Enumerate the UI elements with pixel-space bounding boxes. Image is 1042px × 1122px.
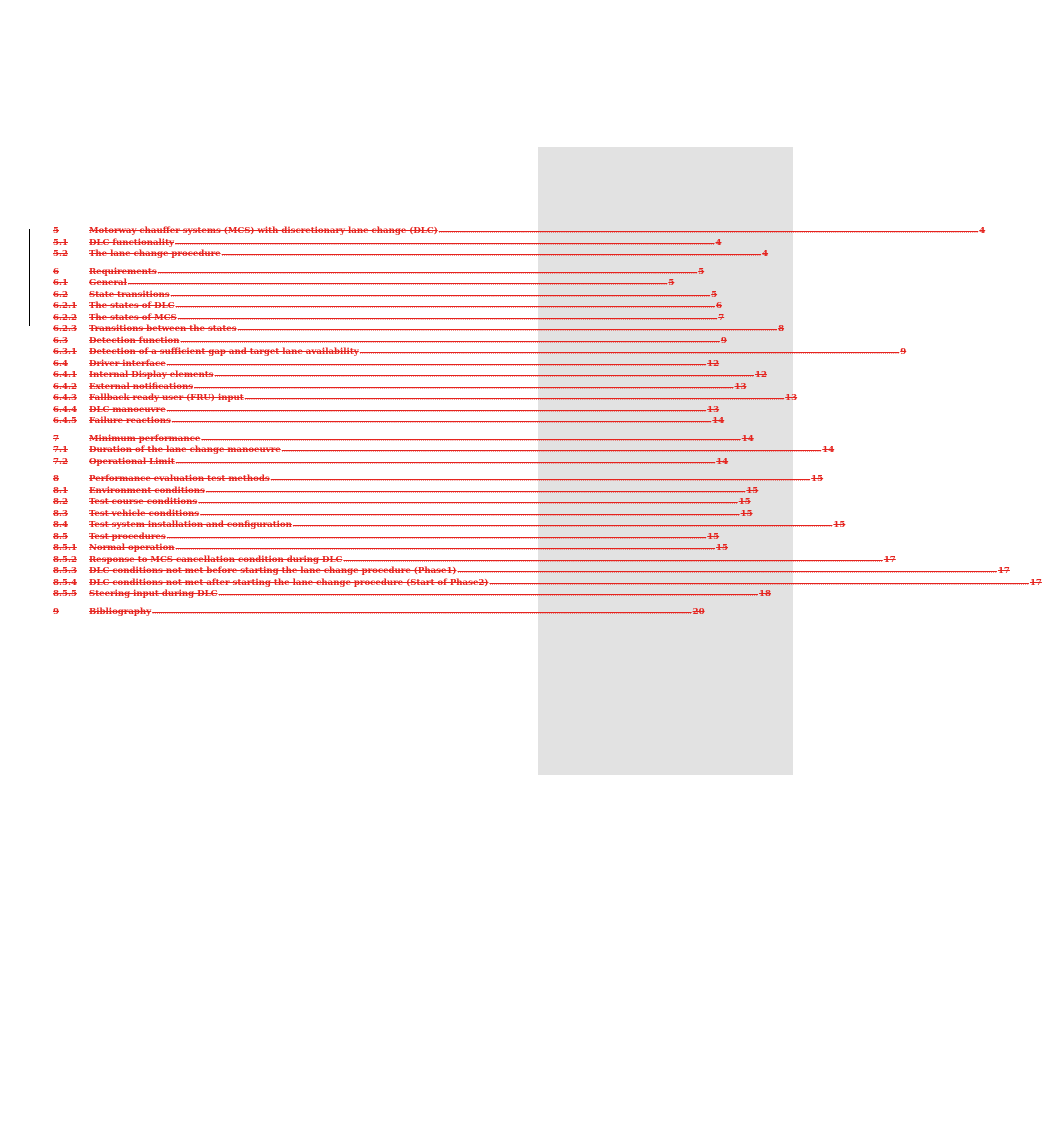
toc-entry[interactable] — [53, 324, 785, 336]
toc-entry-number: 6.4.5 — [53, 416, 77, 426]
toc-entry-number: 5.1 — [53, 237, 68, 248]
toc-entry[interactable] — [53, 381, 747, 394]
toc-entry-title: Test course conditions — [89, 497, 198, 507]
toc-entry[interactable] — [53, 497, 751, 509]
toc-entry[interactable] — [53, 335, 727, 348]
toc-entry-number: 6.4 — [53, 358, 68, 369]
toc-entry-title: DLC functionality — [89, 237, 175, 248]
toc-entry[interactable] — [53, 347, 907, 359]
toc-entry-page: 15 — [707, 531, 720, 542]
toc-leader-dots — [152, 607, 691, 619]
toc-leader-dots — [201, 434, 740, 446]
toc-entry-title: Transitions between the states — [89, 324, 237, 334]
toc-entry[interactable] — [53, 531, 720, 544]
toc-entry-title: The states of DLC — [89, 301, 175, 311]
toc-entry[interactable] — [53, 393, 798, 405]
toc-entry-number: 7.1 — [53, 445, 68, 455]
toc-entry-page: 15 — [811, 474, 824, 484]
toc-entry-title: Internal Display elements — [89, 370, 214, 380]
toc-leader-dots — [206, 486, 745, 498]
toc-entry-page: 8 — [778, 324, 785, 334]
toc-entry-page: 20 — [692, 606, 705, 617]
toc-entry[interactable] — [53, 520, 846, 532]
toc-entry-number: 6.4.4 — [53, 404, 77, 415]
toc-entry[interactable] — [53, 249, 769, 261]
toc-entry[interactable] — [53, 370, 767, 382]
toc-entry-page: 17 — [1029, 577, 1042, 588]
toc-entry-page: 14 — [741, 433, 754, 444]
toc-entry-title: Detection function — [89, 335, 180, 346]
toc-entry[interactable] — [53, 226, 986, 238]
toc-entry-page: 15 — [716, 543, 728, 553]
toc-leader-dots — [238, 324, 777, 336]
toc-entry-page: 17 — [883, 554, 896, 565]
toc-entry-number: 6.4.1 — [53, 370, 77, 380]
toc-entry[interactable] — [53, 543, 728, 555]
toc-entry-title: DLC conditions not met before starting the lane change procedure (Phase1) — [89, 566, 457, 576]
toc-entry-title: DLC conditions not met after starting the lane change procedure (Start of Phase2) — [89, 577, 489, 588]
toc-entry-page: 13 — [734, 381, 747, 392]
toc-leader-dots — [171, 290, 710, 302]
toc-leader-dots — [360, 347, 899, 359]
toc-entry-page: 4 — [762, 249, 769, 259]
toc-entry-number: 8.2 — [53, 497, 68, 507]
toc-entry-title: Bibliography — [89, 606, 152, 617]
toc-entry-page: 4 — [715, 237, 722, 248]
toc-entry-number: 6.1 — [53, 278, 68, 288]
toc-entry-title: General — [89, 278, 127, 288]
toc-entry-page: 15 — [746, 485, 759, 496]
toc-leader-dots — [200, 509, 739, 521]
toc-leader-dots — [128, 278, 667, 290]
toc-entry-title: Duration of the lane change manoeuvre — [89, 445, 281, 455]
toc-leader-dots — [245, 393, 784, 405]
toc-entry-title: Test vehicle conditions — [89, 508, 200, 519]
toc-entry-page: 12 — [707, 358, 720, 369]
toc-leader-dots — [178, 313, 717, 325]
toc-leader-dots — [198, 497, 737, 509]
toc-leader-dots — [271, 474, 810, 486]
toc-entry-number: 6.2 — [53, 289, 68, 300]
toc-entry-number: 7 — [53, 433, 59, 444]
toc-entry-title: The states of MCS — [89, 312, 177, 323]
toc-entry-title: Detection of a sufficient gap and target lane availability — [89, 347, 359, 357]
toc-entry-number: 6.2.1 — [53, 301, 77, 311]
toc-entry-number: 8.5 — [53, 531, 68, 542]
toc-entry-page: 9 — [900, 347, 907, 357]
toc-entry-number: 8.5.4 — [53, 577, 77, 588]
toc-entry-title: The lane change procedure — [89, 249, 221, 259]
toc-entry-title: Test procedures — [89, 531, 166, 542]
toc-entry[interactable] — [53, 485, 759, 498]
toc-entry-number: 6.2.2 — [53, 312, 77, 323]
toc-leader-dots — [194, 382, 733, 394]
toc-entry[interactable] — [53, 445, 835, 457]
change-bar — [29, 229, 30, 326]
toc-entry[interactable] — [53, 508, 753, 521]
toc-entry[interactable] — [53, 404, 720, 417]
toc-leader-dots — [293, 520, 832, 532]
toc-leader-dots — [215, 370, 754, 382]
toc-entry[interactable] — [53, 358, 720, 371]
toc-entry-page: 6 — [715, 301, 722, 311]
toc-entry-title: Failure reactions — [89, 416, 171, 426]
toc-leader-dots — [489, 578, 1028, 590]
toc-entry[interactable] — [53, 589, 771, 601]
toc-entry-title: External notifications — [89, 381, 194, 392]
toc-leader-dots — [167, 405, 706, 417]
table-of-contents — [53, 226, 1042, 618]
toc-entry[interactable] — [53, 474, 824, 486]
toc-entry-page: 15 — [738, 497, 751, 507]
toc-entry-title: Fallback ready user (FRU) input — [89, 393, 244, 403]
toc-entry-title: Normal operation — [89, 543, 175, 553]
toc-leader-dots — [167, 359, 706, 371]
toc-entry-title: Environment conditions — [89, 485, 205, 496]
toc-entry-title: DLC manoeuvre — [89, 404, 166, 415]
toc-entry-number: 6.2.3 — [53, 324, 77, 334]
toc-entry-title: Operational Limit — [89, 456, 175, 467]
toc-entry[interactable] — [53, 577, 1042, 590]
toc-entry[interactable] — [53, 566, 1010, 578]
toc-entry-number: 6.3.1 — [53, 347, 77, 357]
toc-entry-title: Driver interface — [89, 358, 166, 369]
toc-entry-page: 14 — [712, 416, 725, 426]
toc-entry-number: 6 — [53, 266, 59, 277]
toc-entry-page: 17 — [997, 566, 1010, 576]
toc-entry[interactable] — [53, 456, 729, 469]
toc-entry-number: 6.3 — [53, 335, 68, 346]
toc-entry-title: Steering input during DLC — [89, 589, 218, 599]
toc-entry-number: 7.2 — [53, 456, 68, 467]
toc-leader-dots — [172, 416, 711, 428]
toc-entry-title: Minimum performance — [89, 433, 201, 444]
toc-entry[interactable] — [53, 416, 725, 428]
toc-leader-dots — [439, 226, 978, 238]
toc-entry[interactable] — [53, 312, 725, 325]
toc-entry[interactable] — [53, 301, 722, 313]
toc-entry-page: 13 — [785, 393, 798, 403]
toc-leader-dots — [176, 301, 715, 313]
toc-entry[interactable] — [53, 289, 718, 302]
toc-entry-number: 6.4.2 — [53, 381, 77, 392]
toc-entry[interactable] — [53, 606, 705, 619]
toc-entry[interactable] — [53, 237, 722, 250]
toc-entry-number: 5 — [53, 226, 59, 236]
toc-leader-dots — [282, 445, 821, 457]
toc-entry-title: Performance evaluation test methods — [89, 474, 270, 484]
toc-leader-dots — [176, 543, 715, 555]
toc-entry-page: 4 — [979, 226, 986, 236]
toc-leader-dots — [180, 336, 719, 348]
toc-leader-dots — [176, 457, 715, 469]
toc-entry-title: Test system installation and configuration — [89, 520, 292, 530]
toc-entry[interactable] — [53, 278, 675, 290]
toc-entry-page: 14 — [822, 445, 835, 455]
toc-entry-number: 8.5.3 — [53, 566, 77, 576]
toc-entry-number: 9 — [53, 606, 59, 617]
toc-entry[interactable] — [53, 554, 896, 567]
toc-entry-number: 8.5.5 — [53, 589, 77, 599]
toc-entry[interactable] — [53, 433, 754, 446]
toc-entry-number: 8.1 — [53, 485, 68, 496]
toc-entry-number: 5.2 — [53, 249, 68, 259]
toc-entry-page: 12 — [754, 370, 767, 380]
toc-leader-dots — [458, 566, 997, 578]
toc-entry-page: 9 — [720, 335, 727, 346]
toc-entry-title: Motorway chauffer systems (MCS) with discretionary lane change (DLC) — [89, 226, 438, 236]
toc-entry-page: 5 — [698, 266, 705, 277]
toc-entry-number: 8.3 — [53, 508, 68, 519]
toc-entry-page: 13 — [707, 404, 720, 415]
toc-entry-page: 18 — [758, 589, 771, 599]
toc-entry-number: 8 — [53, 474, 59, 484]
toc-entry[interactable] — [53, 266, 705, 279]
toc-entry-number: 8.5.2 — [53, 554, 77, 565]
toc-entry-number: 8.4 — [53, 520, 68, 530]
toc-entry-title: Response to MCS cancellation condition during DLC — [89, 554, 343, 565]
toc-entry-page: 5 — [668, 278, 675, 288]
toc-leader-dots — [222, 249, 761, 261]
toc-entry-page: 14 — [716, 456, 729, 467]
toc-leader-dots — [175, 238, 714, 250]
toc-entry-page: 7 — [718, 312, 725, 323]
toc-leader-dots — [167, 532, 706, 544]
toc-leader-dots — [219, 589, 758, 601]
toc-entry-title: State transitions — [89, 289, 170, 300]
toc-entry-title: Requirements — [89, 266, 157, 277]
toc-entry-page: 15 — [740, 508, 753, 519]
toc-entry-number: 8.5.1 — [53, 543, 77, 553]
toc-leader-dots — [158, 267, 697, 279]
toc-leader-dots — [343, 555, 882, 567]
toc-entry-page: 15 — [833, 520, 846, 530]
toc-entry-number: 6.4.3 — [53, 393, 77, 403]
toc-entry-page: 5 — [711, 289, 718, 300]
